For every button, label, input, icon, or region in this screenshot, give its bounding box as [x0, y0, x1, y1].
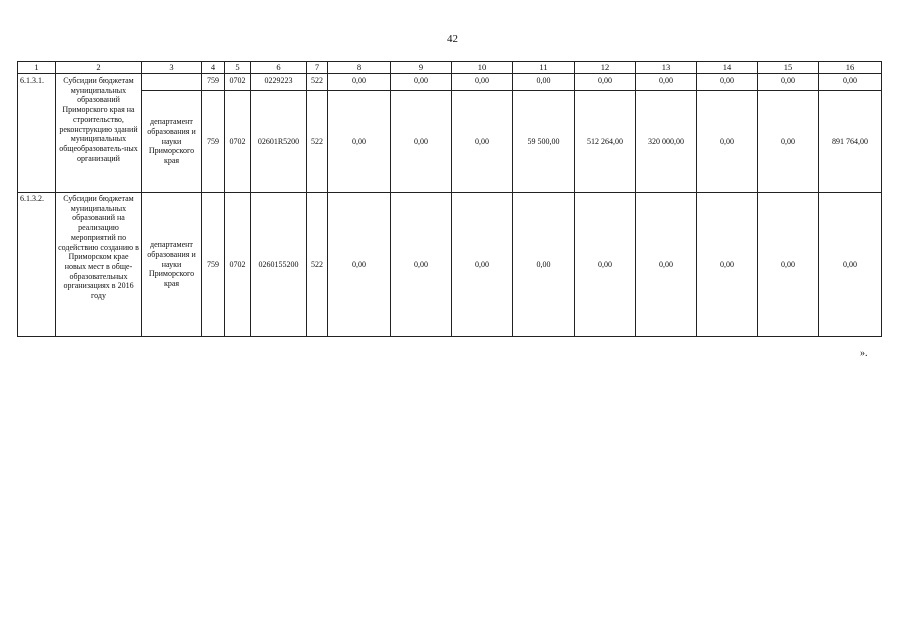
value-cell: 512 264,00 — [575, 91, 636, 193]
value-cell: 0,00 — [697, 91, 758, 193]
row-number: 6.1.3.1. — [18, 74, 56, 193]
header-cell: 14 — [697, 62, 758, 74]
code-cell: 759 — [202, 74, 225, 91]
header-cell: 13 — [636, 62, 697, 74]
value-cell: 0,00 — [328, 91, 391, 193]
header-cell: 2 — [56, 62, 142, 74]
budget-table — [17, 61, 882, 337]
value-cell: 0,00 — [328, 74, 391, 91]
value-cell: 0,00 — [819, 74, 882, 91]
value-cell: 891 764,00 — [819, 91, 882, 193]
value-cell: 0,00 — [758, 74, 819, 91]
header-cell: 6 — [251, 62, 307, 74]
value-cell: 0,00 — [391, 91, 452, 193]
value-cell: 0,00 — [513, 74, 575, 91]
value-cell: 0,00 — [328, 193, 391, 337]
header-cell: 5 — [225, 62, 251, 74]
code-cell: 522 — [307, 91, 328, 193]
table-row — [18, 74, 882, 91]
table-row — [18, 91, 882, 193]
page-number: 42 — [447, 33, 458, 45]
value-cell: 0,00 — [391, 74, 452, 91]
value-cell: 0,00 — [575, 74, 636, 91]
row-name: Субсидии бюджетам муниципальных образований на реализацию мероприятий по содействию созданию в Приморском крае новых мест в обще-образовательных организациях в 2016 году — [56, 193, 142, 337]
table-header-row — [18, 62, 882, 74]
code-cell: 759 — [202, 193, 225, 337]
value-cell: 0,00 — [391, 193, 452, 337]
value-cell: 0,00 — [513, 193, 575, 337]
code-cell: 522 — [307, 74, 328, 91]
header-cell: 7 — [307, 62, 328, 74]
value-cell: 59 500,00 — [513, 91, 575, 193]
code-cell: 0260155200 — [251, 193, 307, 337]
department-cell: департамент образования и науки Приморского края — [142, 91, 202, 193]
department-cell: департамент образования и науки Приморского края — [142, 193, 202, 337]
value-cell: 0,00 — [697, 74, 758, 91]
header-cell: 11 — [513, 62, 575, 74]
code-cell: 759 — [202, 91, 225, 193]
code-cell: 0702 — [225, 74, 251, 91]
value-cell: 320 000,00 — [636, 91, 697, 193]
header-cell: 12 — [575, 62, 636, 74]
table-row — [18, 193, 882, 337]
value-cell: 0,00 — [819, 193, 882, 337]
value-cell: 0,00 — [758, 193, 819, 337]
value-cell: 0,00 — [697, 193, 758, 337]
code-cell: 0702 — [225, 91, 251, 193]
row-number: 6.1.3.2. — [18, 193, 56, 337]
value-cell: 0,00 — [575, 193, 636, 337]
closing-quote: ». — [860, 348, 868, 359]
row-name: Субсидии бюджетам муниципальных образований Приморского края на строительство, реконструкцию зданий муниципальных общеобразователь-ных организаций — [56, 74, 142, 193]
header-cell: 15 — [758, 62, 819, 74]
value-cell: 0,00 — [636, 193, 697, 337]
header-cell: 1 — [18, 62, 56, 74]
value-cell: 0,00 — [758, 91, 819, 193]
code-cell: 0702 — [225, 193, 251, 337]
header-cell: 3 — [142, 62, 202, 74]
header-cell: 10 — [452, 62, 513, 74]
value-cell: 0,00 — [452, 74, 513, 91]
header-cell: 16 — [819, 62, 882, 74]
value-cell: 0,00 — [452, 91, 513, 193]
code-cell: 0229223 — [251, 74, 307, 91]
header-cell: 8 — [328, 62, 391, 74]
value-cell: 0,00 — [636, 74, 697, 91]
code-cell: 02601R5200 — [251, 91, 307, 193]
department-cell — [142, 74, 202, 91]
value-cell: 0,00 — [452, 193, 513, 337]
header-cell: 9 — [391, 62, 452, 74]
code-cell: 522 — [307, 193, 328, 337]
header-cell: 4 — [202, 62, 225, 74]
